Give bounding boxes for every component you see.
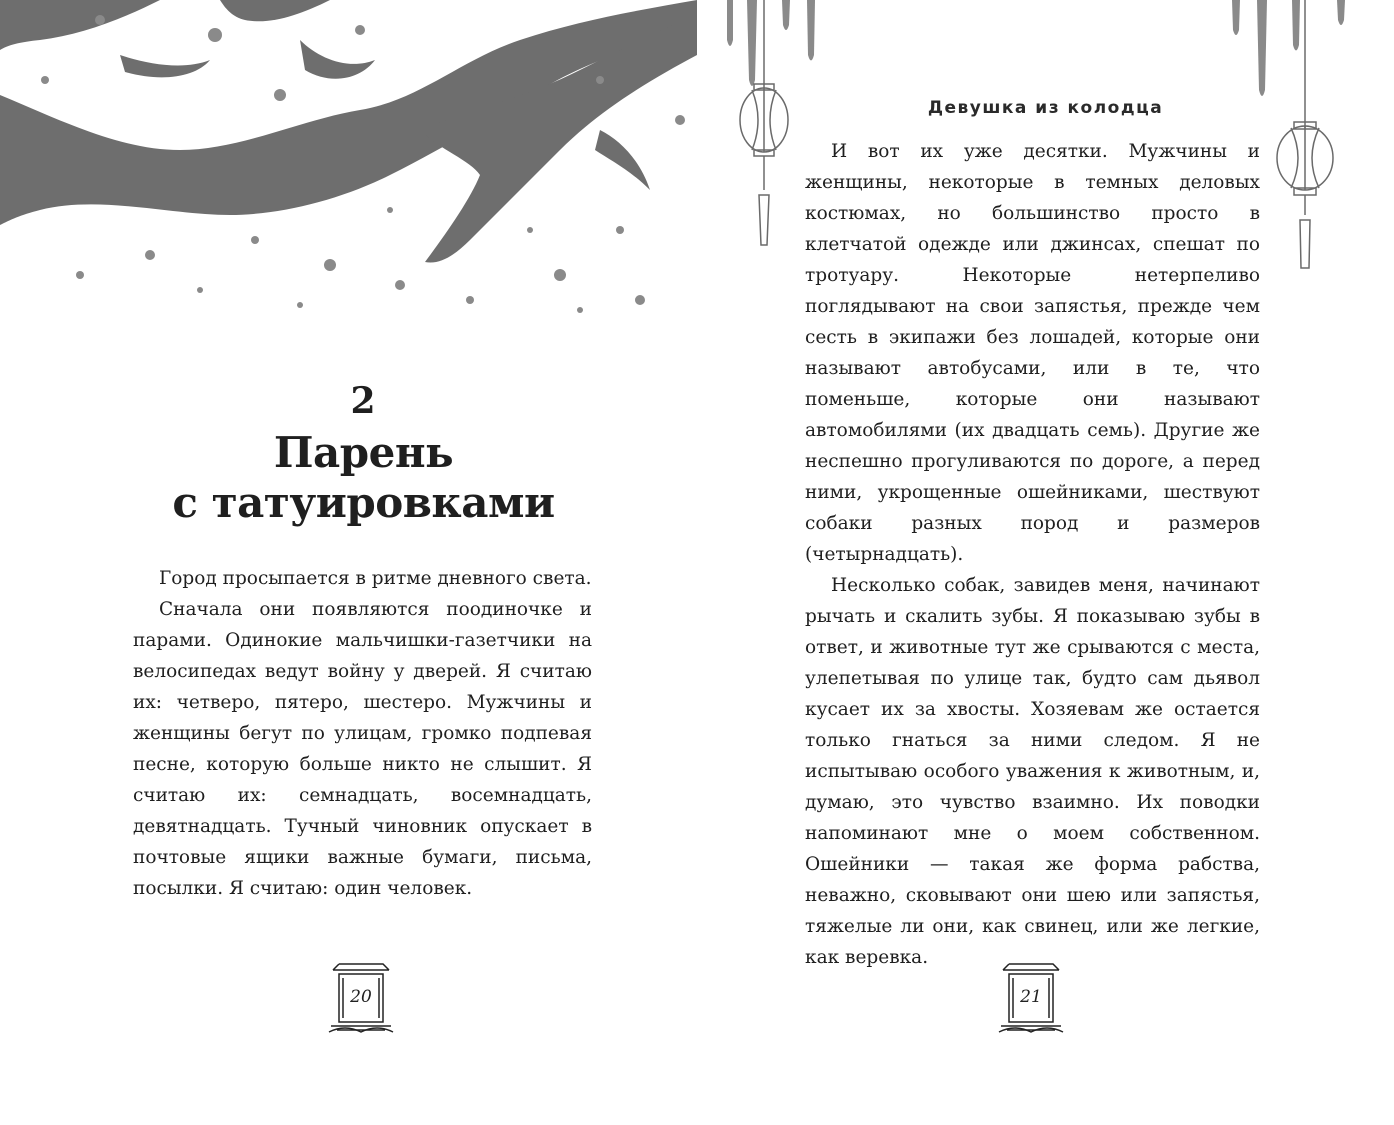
page-number: 20 xyxy=(350,987,372,1007)
page-number-box xyxy=(995,960,1067,1036)
ink-wash-illustration xyxy=(0,0,697,320)
page-number-box xyxy=(325,960,397,1036)
chapter-title xyxy=(0,428,727,528)
paragraph: Несколько собак, завидев меня, начинают рычать и скалить зубы. Я показываю зубы в ответ, и животные тут же срываются с места, улепетывая по улице так, будто сам дьявол кусает их за хвосты. Хозяевам же остается только гнаться за ними следом. Я не испытываю особого уважения к животным, и, думаю, это чувство взаимно. Их поводки напоминают мне о моем собственном. Ошейники — такая же форма рабства, неважно, сковывают они шею или запястья, тяжелые ли они, как свинец, или же легкие, как веревка. xyxy=(805,575,1260,968)
chapter-title-line-1: Парень xyxy=(273,428,454,477)
left-body-text xyxy=(133,563,592,904)
page-number: 21 xyxy=(1020,987,1042,1007)
paragraph: И вот их уже десятки. Мужчины и женщины, некоторые в темных деловых костюмах, но большинство просто в клетчатой одежде или джинсах, спешат по тротуару. Некоторые нетерпеливо поглядывают на свои запястья, прежде чем сесть в экипажи без лошадей, которые они называют автобусами, или в те, что поменьше, которые они называют автомобилями (их двадцать семь). Другие же неспешно прогуливаются по дороге, а перед ними, укрощенные ошейниками, шествуют собаки разных пород и размеров (четырнадцать). xyxy=(805,141,1260,565)
chapter-title-line-2: с татуировками xyxy=(172,478,555,527)
chapter-number: 2 xyxy=(350,380,377,422)
running-head: Девушка из колодца xyxy=(927,98,1164,118)
paragraph: Сначала они появляются поодиночке и парами. Одинокие мальчишки-газетчики на велосипедах ведут войну у дверей. Я считаю их: четверо, пятеро, шестеро. Мужчины и женщины бегут по улицам, громко подпевая песне, которую больше никто не слышит. Я считаю их: семнадцать, восемнадцать, девятнадцать. Тучный чиновник опускает в почтовые ящики важные бумаги, письма, посылки. Я считаю: один человек. xyxy=(133,599,592,899)
right-body-text xyxy=(805,136,1260,973)
paragraph: Город просыпается в ритме дневного света. xyxy=(159,568,592,589)
right-page xyxy=(697,0,1394,1125)
